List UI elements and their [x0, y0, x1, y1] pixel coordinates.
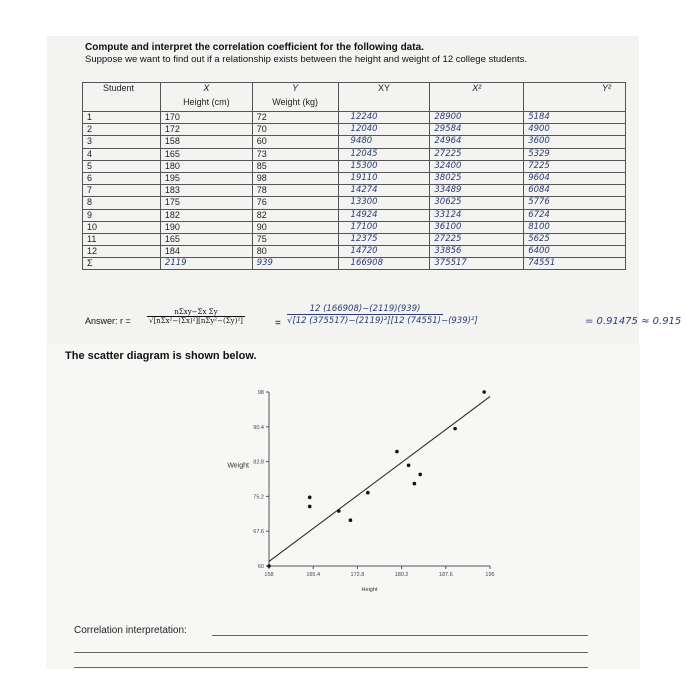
x2-cell: 33856 [430, 246, 524, 258]
table-body [83, 112, 626, 270]
weight-cell: 98 [252, 172, 338, 184]
formula-denominator: √[nΣx²−(Σx)²][nΣy²−(Σy)²] [149, 317, 243, 325]
table-row [83, 185, 626, 197]
y2-cell: 8100 [524, 221, 626, 233]
table-row [83, 209, 626, 221]
height-cell: 180 [160, 160, 252, 172]
height-cell: 170 [160, 112, 252, 124]
x2-cell: 28900 [430, 112, 524, 124]
x2-cell: 27225 [430, 233, 524, 245]
height-cell: 165 [160, 233, 252, 245]
weight-cell: 82 [252, 209, 338, 221]
formula-numerator: nΣxy−Σx Σy [147, 308, 245, 317]
x2-cell: 29584 [430, 124, 524, 136]
xy-header: XY [338, 83, 430, 112]
problem-subtitle: Suppose we want to find out if a relationship exists between the height and weight of 12 college students. [85, 54, 528, 65]
weight-cell: 75 [252, 233, 338, 245]
xy-cell: 12240 [338, 112, 430, 124]
student-cell: 11 [83, 233, 161, 245]
weight-cell: 78 [252, 185, 338, 197]
weight-cell: 90 [252, 221, 338, 233]
weight-header: Y Weight (kg) [252, 83, 338, 112]
trendline [269, 397, 490, 562]
data-point [267, 564, 271, 568]
x-tick-label: 172.8 [350, 572, 365, 578]
height-cell: 182 [160, 209, 252, 221]
scatter-chart [46, 344, 640, 614]
data-point [453, 427, 457, 431]
student-cell: 12 [83, 246, 161, 258]
student-cell: 6 [83, 172, 161, 184]
student-header: Student [83, 83, 161, 112]
x2-header: X² [430, 83, 524, 112]
work-result: = 0.91475 ≈ 0.915 [585, 316, 682, 327]
answer-line-2 [74, 652, 588, 653]
xy-cell: 12045 [338, 148, 430, 160]
interpretation-label: Correlation interpretation: [74, 625, 187, 636]
y2-cell: 3600 [524, 136, 626, 148]
data-point [395, 450, 399, 454]
x2-cell: 32400 [430, 160, 524, 172]
data-point [349, 518, 353, 522]
table-header-row [83, 83, 626, 112]
y-tick-label: 67.6 [253, 529, 264, 536]
y-tick-label: 60 [257, 564, 264, 570]
weight-cell: 85 [252, 160, 338, 172]
y2-cell: 7225 [524, 160, 626, 172]
y2-cell: 9604 [524, 172, 626, 184]
weight-cell: 76 [252, 197, 338, 209]
correlation-formula [147, 308, 245, 325]
y2-cell: 6084 [524, 185, 626, 197]
table-row [83, 172, 626, 184]
y-tick-label: 90.4 [253, 424, 264, 431]
sum-row [83, 258, 626, 270]
data-table [82, 82, 626, 270]
height-cell: 165 [160, 148, 252, 160]
work-numerator: 12 (166908)−(2119)(939) [287, 304, 443, 315]
data-point [418, 473, 422, 477]
y2-cell: 5776 [524, 197, 626, 209]
scatter-intro: The scatter diagram is shown below. [65, 350, 257, 362]
xy-cell: 9480 [338, 136, 430, 148]
data-point [366, 491, 370, 495]
x-axis-label: Height [361, 587, 378, 593]
data-point [407, 463, 411, 467]
height-cell: 158 [160, 136, 252, 148]
height-cell: 2119 [160, 258, 252, 270]
y2-header: Y² [524, 83, 626, 112]
data-point [308, 505, 312, 509]
y2-cell: 5625 [524, 233, 626, 245]
x2-cell: 30625 [430, 197, 524, 209]
weight-cell: 80 [252, 246, 338, 258]
weight-cell: 70 [252, 124, 338, 136]
student-cell: 1 [83, 112, 161, 124]
weight-cell: 72 [252, 112, 338, 124]
y2-cell: 5329 [524, 148, 626, 160]
y2-cell: 5184 [524, 112, 626, 124]
xy-cell: 12040 [338, 124, 430, 136]
equals-sign: = [275, 318, 281, 329]
y-tick-label: 75.2 [253, 494, 264, 501]
x2-cell: 33124 [430, 209, 524, 221]
xy-cell: 12375 [338, 233, 430, 245]
answer-line-1 [212, 635, 588, 636]
data-point [337, 509, 341, 513]
height-cell: 184 [160, 246, 252, 258]
xy-cell: 166908 [338, 258, 430, 270]
x2-cell: 38025 [430, 172, 524, 184]
worksheet-page-bottom [46, 344, 640, 669]
table-row [83, 136, 626, 148]
student-cell: 2 [83, 124, 161, 136]
height-cell: 175 [160, 197, 252, 209]
xy-cell: 14720 [338, 246, 430, 258]
student-cell: Σ [83, 258, 161, 270]
student-cell: 9 [83, 209, 161, 221]
xy-cell: 15300 [338, 160, 430, 172]
height-cell: 172 [160, 124, 252, 136]
table-row [83, 160, 626, 172]
x-tick-label: 180.2 [394, 572, 409, 578]
weight-cell: 60 [252, 136, 338, 148]
student-cell: 10 [83, 221, 161, 233]
xy-cell: 14274 [338, 185, 430, 197]
student-cell: 3 [83, 136, 161, 148]
height-header: X Height (cm) [160, 83, 252, 112]
height-cell: 195 [160, 172, 252, 184]
xy-cell: 14924 [338, 209, 430, 221]
table-row [83, 233, 626, 245]
student-cell: 8 [83, 197, 161, 209]
table-row [83, 112, 626, 124]
student-cell: 7 [83, 185, 161, 197]
xy-cell: 17100 [338, 221, 430, 233]
y2-cell: 74551 [524, 258, 626, 270]
weight-cell: 939 [252, 258, 338, 270]
x-tick-label: 187.6 [438, 572, 453, 578]
x2-cell: 27225 [430, 148, 524, 160]
table-row [83, 124, 626, 136]
handwritten-work [287, 304, 682, 327]
height-cell: 183 [160, 185, 252, 197]
student-cell: 4 [83, 148, 161, 160]
y-tick-label: 82.8 [253, 459, 264, 466]
table-row [83, 197, 626, 209]
work-denominator: √[12 (375517)−(2119)²][12 (74551)−(939)²] [287, 316, 478, 326]
y2-cell: 6400 [524, 246, 626, 258]
student-cell: 5 [83, 160, 161, 172]
table-row [83, 221, 626, 233]
answer-label: Answer: r = [85, 316, 131, 326]
y-axis-label: Weight [227, 462, 249, 470]
x2-cell: 36100 [430, 221, 524, 233]
x-tick-label: 158 [264, 572, 274, 578]
data-point [413, 482, 417, 486]
y2-cell: 4900 [524, 124, 626, 136]
weight-cell: 73 [252, 148, 338, 160]
x-tick-label: 195 [485, 572, 495, 578]
y2-cell: 6724 [524, 209, 626, 221]
answer-line-3 [74, 667, 588, 668]
xy-cell: 19110 [338, 172, 430, 184]
x2-cell: 375517 [430, 258, 524, 270]
worksheet-page-top [47, 36, 682, 344]
table-row [83, 148, 626, 160]
x2-cell: 33489 [430, 185, 524, 197]
table-row [83, 246, 626, 258]
x-tick-label: 165.4 [306, 572, 321, 578]
problem-title: Compute and interpret the correlation coefficient for the following data. [85, 42, 424, 53]
x2-cell: 24964 [430, 136, 524, 148]
height-cell: 190 [160, 221, 252, 233]
data-point [308, 496, 312, 500]
xy-cell: 13300 [338, 197, 430, 209]
y-tick-label: 98 [257, 390, 264, 396]
data-point [482, 390, 486, 394]
